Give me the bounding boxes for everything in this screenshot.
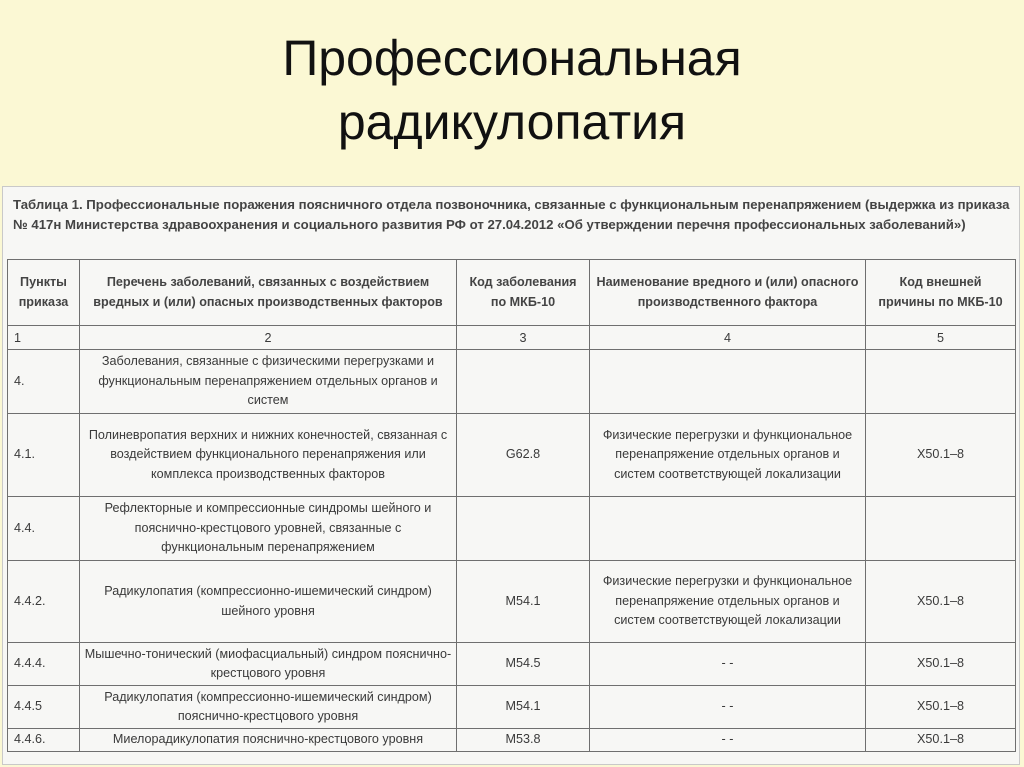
column-number: 4 [590,326,866,350]
cell-disease: Полиневропатия верхних и нижних конечностей, связанная с воздействием функционального перенапряжения или комплекса производственных факторов [80,414,457,497]
cell-item: 4.4.6. [8,729,80,752]
cell-external: X50.1–8 [866,643,1016,686]
cell-item: 4.4.5 [8,686,80,729]
cell-factor: - - [590,643,866,686]
table-row [8,497,1016,561]
cell-icd: M54.5 [457,643,590,686]
cell-icd: G62.8 [457,414,590,497]
cell-external [866,350,1016,414]
diseases-table [7,259,1016,752]
cell-disease: Рефлекторные и компрессионные синдромы шейного и пояснично-крестцового уровней, связанные с функциональным перенапряжением [80,497,457,561]
cell-external: X50.1–8 [866,414,1016,497]
cell-factor: - - [590,686,866,729]
cell-item: 4. [8,350,80,414]
column-number-row [8,326,1016,350]
header-external: Код внешней причины по МКБ-10 [866,260,1016,326]
table-row [8,414,1016,497]
cell-factor: - - [590,729,866,752]
cell-disease: Мышечно-тонический (миофасциальный) синдром пояснично-крестцового уровня [80,643,457,686]
cell-external: X50.1–8 [866,729,1016,752]
cell-external [866,497,1016,561]
column-number: 1 [8,326,80,350]
header-factor: Наименование вредного и (или) опасного производственного фактора [590,260,866,326]
cell-disease: Миелорадикулопатия пояснично-крестцового уровня [80,729,457,752]
table-caption: Таблица 1. Профессиональные поражения поясничного отдела позвоночника, связанные с функциональным перенапряжением (выдержка из приказа № 417н Министерства здравоохранения и социального развития РФ от 27.04.2012 «Об утверждении перечня профессиональных заболеваний») [13,197,1010,232]
cell-item: 4.4.2. [8,561,80,643]
cell-item: 4.4.4. [8,643,80,686]
cell-disease: Заболевания, связанные с физическими перегрузками и функциональным перенапряжением отдельных органов и систем [80,350,457,414]
table-row [8,729,1016,752]
cell-item: 4.4. [8,497,80,561]
cell-disease: Радикулопатия (компрессионно-ишемический синдром) шейного уровня [80,561,457,643]
slide-title [0,26,1024,154]
cell-external: X50.1–8 [866,686,1016,729]
cell-icd: M53.8 [457,729,590,752]
title-line-1: Профессиональная [282,30,742,86]
header-disease: Перечень заболеваний, связанных с воздействием вредных и (или) опасных производственных факторов [80,260,457,326]
table-header-row [8,260,1016,326]
cell-item: 4.1. [8,414,80,497]
table-scan-image [2,186,1020,765]
cell-icd: M54.1 [457,561,590,643]
cell-external: X50.1–8 [866,561,1016,643]
column-number: 2 [80,326,457,350]
cell-icd: M54.1 [457,686,590,729]
table-row [8,686,1016,729]
header-icd: Код заболевания по МКБ-10 [457,260,590,326]
cell-factor [590,350,866,414]
cell-factor: Физические перегрузки и функциональное перенапряжение отдельных органов и систем соответствующей локализации [590,414,866,497]
column-number: 5 [866,326,1016,350]
column-number: 3 [457,326,590,350]
table-row [8,643,1016,686]
cell-icd [457,497,590,561]
table-row [8,561,1016,643]
title-line-2: радикулопатия [337,94,687,150]
cell-factor: Физические перегрузки и функциональное перенапряжение отдельных органов и систем соответствующей локализации [590,561,866,643]
cell-disease: Радикулопатия (компрессионно-ишемический синдром) пояснично-крестцового уровня [80,686,457,729]
table-row [8,350,1016,414]
cell-icd [457,350,590,414]
cell-factor [590,497,866,561]
header-item: Пункты приказа [8,260,80,326]
